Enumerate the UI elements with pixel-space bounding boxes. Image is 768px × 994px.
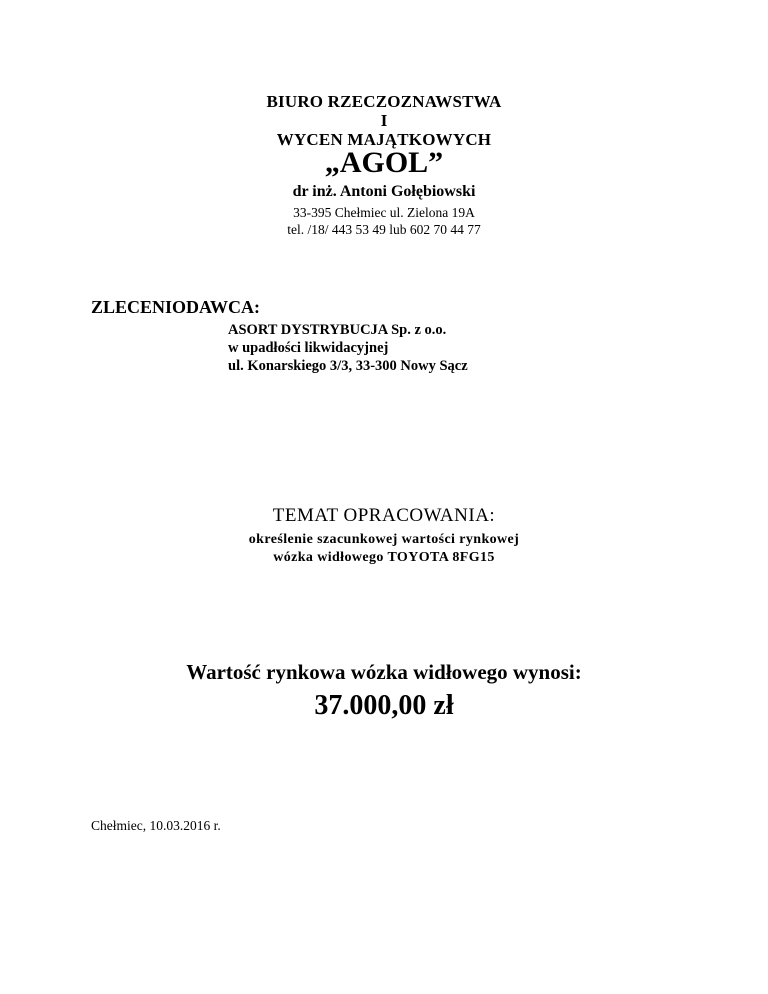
owner-name: dr inż. Antoni Gołębiowski (292, 183, 476, 200)
client-name: ASORT DYSTRYBUCJA Sp. z o.o. (228, 322, 447, 338)
office-name-line-2: I (380, 111, 388, 130)
office-phone: tel. /18/ 443 53 49 lub 602 70 44 77 (287, 222, 481, 237)
valuation-amount: 37.000,00 zł (314, 690, 454, 721)
place-and-date: Chełmiec, 10.03.2016 r. (91, 818, 221, 833)
client-status: w upadłości likwidacyjnej (228, 340, 389, 356)
office-address: 33-395 Chełmiec ul. Zielona 19A (293, 205, 475, 220)
office-name-line-3: WYCEN MAJĄTKOWYCH (276, 130, 492, 149)
office-name-line-1: BIURO RZECZOZNAWSTWA (266, 92, 502, 111)
client-label: ZLECENIODAWCA: (91, 297, 261, 317)
topic-line-2: wózka widłowego TOYOTA 8FG15 (273, 550, 495, 565)
topic-line-1: określenie szacunkowej wartości rynkowej (248, 532, 520, 547)
brand-name: „AGOL” (324, 146, 444, 179)
client-address: ul. Konarskiego 3/3, 33-300 Nowy Sącz (228, 358, 468, 374)
topic-label: TEMAT OPRACOWANIA: (272, 505, 496, 526)
valuation-label: Wartość rynkowa wózka widłowego wynosi: (186, 660, 582, 684)
